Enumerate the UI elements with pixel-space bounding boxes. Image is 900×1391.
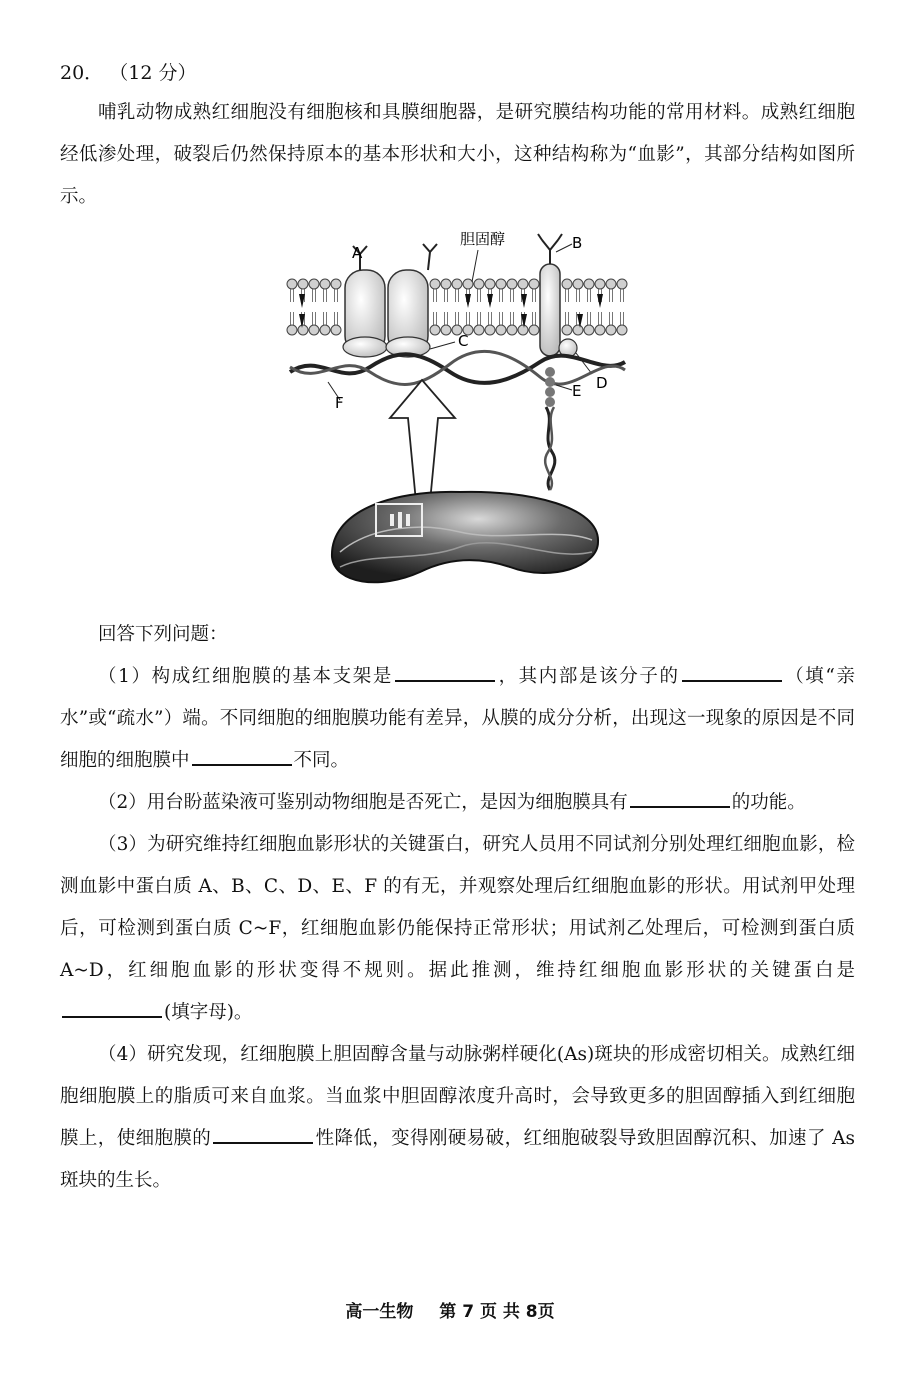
phospholipid-head — [584, 325, 594, 335]
page-footer — [0, 1297, 900, 1322]
q2-blank-1[interactable] — [630, 786, 730, 808]
q1-text-a: （1）构成红细胞膜的基本支架是 — [98, 666, 393, 687]
phospholipid-head — [320, 279, 330, 289]
question-score: （12 分） — [109, 62, 197, 84]
phospholipid-head — [298, 325, 308, 335]
phospholipid-head — [606, 325, 616, 335]
phospholipid-tail — [566, 312, 569, 325]
phospholipid-tail — [445, 289, 448, 302]
phospholipid-tail — [610, 312, 613, 325]
cholesterol-molecule — [487, 294, 493, 308]
phospholipid-head — [452, 279, 462, 289]
phospholipid-head — [606, 279, 616, 289]
phospholipid-tail — [291, 289, 294, 302]
q1-text-d: 不同。 — [293, 750, 350, 771]
phospholipid-tail — [610, 289, 613, 302]
phospholipid-head — [617, 279, 627, 289]
phospholipid-head — [496, 325, 506, 335]
protein-b — [538, 234, 572, 356]
phospholipid-tail — [599, 312, 602, 325]
phospholipid-head — [518, 279, 528, 289]
phospholipid-head — [584, 279, 594, 289]
footer-page: 第 7 页 共 8页 — [439, 1302, 555, 1322]
phospholipid-tail — [511, 289, 514, 302]
q4-text-a: （4）研究发现，红细胞膜上胆固醇含量与动脉粥样硬化(As)斑块的形成密切相关。成熟红细胞细胞膜上的脂质可来自血浆。当血浆中胆固醇浓度升高时，会导致更多的胆固醇插入到红细胞膜上，使细胞膜的 — [60, 1044, 855, 1149]
intro-paragraph: 哺乳动物成熟红细胞没有细胞核和具膜细胞器，是研究膜结构功能的常用材料。成熟红细胞经低渗处理，破裂后仍然保持原本的基本形状和大小，这种结构称为“血影”，其部分结构如图所示。 — [60, 102, 855, 207]
phospholipid-tail — [500, 289, 503, 302]
phospholipid-head — [507, 325, 517, 335]
phospholipid-head — [617, 325, 627, 335]
q2-text-b: 的功能。 — [731, 792, 806, 813]
phospholipid-tail — [478, 312, 481, 325]
label-cholesterol: 胆固醇 — [460, 230, 506, 248]
phospholipid-tail — [621, 312, 624, 325]
phospholipid-tail — [478, 289, 481, 302]
phospholipid-tail — [434, 289, 437, 302]
phospholipid-head — [507, 279, 517, 289]
phospholipid-tail — [335, 289, 338, 302]
q3-text-b: (填字母)。 — [164, 1002, 253, 1023]
phospholipid-head — [320, 325, 330, 335]
phospholipid-head — [529, 279, 539, 289]
phospholipid-head — [463, 279, 473, 289]
phospholipid-tail — [324, 289, 327, 302]
phospholipid-tail — [291, 312, 294, 325]
label-d: D — [596, 374, 608, 392]
q1-text-b: ，其内部是该分子的 — [496, 666, 680, 687]
question-3 — [60, 824, 855, 1034]
cholesterol-molecule — [521, 294, 527, 308]
phospholipid-head — [309, 279, 319, 289]
q1-blank-2[interactable] — [682, 660, 782, 682]
phospholipid-tail — [566, 289, 569, 302]
q1-blank-1[interactable] — [395, 660, 495, 682]
phospholipid-head — [474, 279, 484, 289]
phospholipid-tail — [621, 289, 624, 302]
phospholipid-head — [529, 325, 539, 335]
phospholipid-tail — [434, 312, 437, 325]
phospholipid-head — [331, 325, 341, 335]
phospholipid-head — [430, 325, 440, 335]
question-number: 20． — [60, 62, 104, 84]
red-blood-cell — [332, 492, 598, 582]
phospholipid-tail — [533, 312, 536, 325]
q3-text-a: （3）为研究维持红细胞血影形状的关键蛋白，研究人员用不同试剂分别处理红细胞血影，检测血影中蛋白质 A、B、C、D、E、F 的有无，并观察处理后红细胞血影的形状。用试剂甲处理后，可检测到蛋白质 C~F，红细胞血影仍能保持正常形状；用试剂乙处理后，可检测到蛋白质 A~D，红细胞血影的形状变得不规则。据此推测，维持红细胞血影形状的关键蛋白是 — [60, 834, 855, 981]
phospholipid-head — [573, 279, 583, 289]
q4-text-b: 性降低，变得刚硬易破，红细胞破裂导致胆固醇沉积、加速了 As 斑块的生长。 — [60, 1128, 855, 1191]
phospholipid-head — [474, 325, 484, 335]
zoom-arrow — [390, 380, 455, 502]
phospholipid-head — [485, 279, 495, 289]
label-f: F — [335, 394, 344, 412]
q3-blank-1[interactable] — [62, 996, 162, 1018]
question-1 — [60, 656, 855, 782]
phospholipid-head — [298, 279, 308, 289]
lipid-bilayer — [287, 279, 627, 335]
phospholipid-head — [309, 325, 319, 335]
phospholipid-tail — [445, 312, 448, 325]
phospholipid-tail — [456, 289, 459, 302]
phospholipid-head — [595, 325, 605, 335]
phospholipid-tail — [533, 289, 536, 302]
phospholipid-head — [430, 279, 440, 289]
cholesterol-molecule — [597, 294, 603, 308]
phospholipid-tail — [588, 312, 591, 325]
phospholipid-head — [287, 325, 297, 335]
prompt-text: 回答下列问题： — [98, 624, 228, 645]
phospholipid-tail — [324, 312, 327, 325]
footer-subject: 高一生物 — [345, 1302, 414, 1322]
phospholipid-tail — [511, 312, 514, 325]
phospholipid-head — [485, 325, 495, 335]
phospholipid-tail — [313, 312, 316, 325]
phospholipid-tail — [500, 312, 503, 325]
phospholipid-head — [595, 279, 605, 289]
protein-e — [545, 367, 572, 490]
phospholipid-head — [441, 279, 451, 289]
phospholipid-head — [331, 279, 341, 289]
phospholipid-head — [496, 279, 506, 289]
cholesterol-molecule — [465, 294, 471, 308]
q2-text-a: （2）用台盼蓝染液可鉴别动物细胞是否死亡，是因为细胞膜具有 — [98, 792, 628, 813]
membrane-diagram — [280, 222, 640, 602]
membrane-figure — [280, 222, 640, 602]
phospholipid-head — [562, 279, 572, 289]
q1-text-c: （填“亲水”或“疏水”）端。不同细胞的细胞膜功能有差异，从膜的成分分析，出现这一现象的原因是不同细胞的细胞膜中 — [60, 666, 855, 771]
phospholipid-head — [287, 279, 297, 289]
question-4 — [60, 1034, 855, 1202]
label-a: A — [352, 244, 363, 262]
phospholipid-head — [441, 325, 451, 335]
phospholipid-tail — [588, 289, 591, 302]
phospholipid-head — [562, 325, 572, 335]
phospholipid-tail — [335, 312, 338, 325]
q4-blank-1[interactable] — [213, 1122, 313, 1144]
phospholipid-tail — [489, 312, 492, 325]
phospholipid-tail — [313, 289, 316, 302]
phospholipid-tail — [456, 312, 459, 325]
phospholipid-head — [573, 325, 583, 335]
label-e: E — [572, 382, 582, 400]
phospholipid-head — [518, 325, 528, 335]
label-b: B — [572, 234, 583, 252]
question-2 — [60, 782, 855, 824]
label-c: C — [458, 332, 469, 350]
question-header — [60, 58, 196, 85]
phospholipid-tail — [467, 312, 470, 325]
q1-blank-3[interactable] — [192, 744, 292, 766]
phospholipid-tail — [577, 289, 580, 302]
